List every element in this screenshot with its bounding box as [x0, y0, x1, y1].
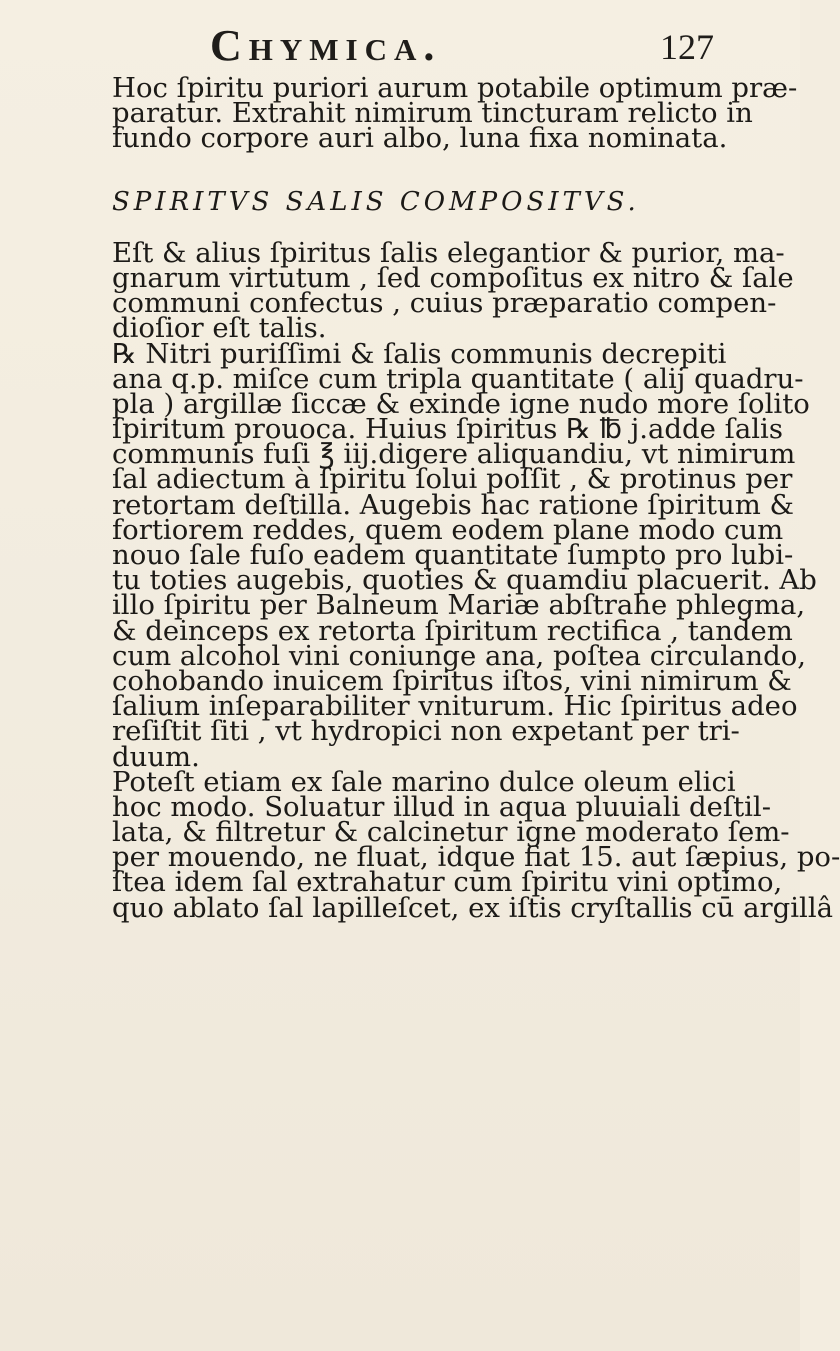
text-line: ana q.p. miſce cum tripla quantitate ( alij quadru-: [112, 362, 804, 395]
text-line: communi confectus , cuius præparatio compen-: [112, 287, 777, 320]
text-line: nouo ſale fuſo eadem quantitate ſumpto pro lubi-: [112, 539, 794, 571]
text-line: cum alcohol vini coniunge ana, poſtea circulando,: [112, 639, 807, 672]
running-title: Chymica.: [210, 21, 442, 70]
text-line: per mouendo, ne fluat, idque fiat 15. aut ſæpius, po-: [112, 841, 840, 874]
text-line: dioſior eſt talis.: [112, 312, 327, 345]
text-line: fortiorem reddes, quem eodem plane modo cum: [112, 513, 784, 546]
text-line: cohobando inuicem ſpiritus iſtos, vini nimirum &: [112, 664, 792, 697]
text-line: Hoc ſpiritu puriori aurum potabile optimum præ-: [112, 72, 798, 104]
text-line: ſtea idem ſal extrahatur cum ſpiritu vini optimo,: [112, 866, 783, 899]
text-line: fundo corpore auri albo, luna fixa nominata.: [112, 122, 728, 155]
section-heading: SPIRITVS SALIS COMPOSITVS.: [112, 186, 640, 217]
text-line: lata, & filtretur & calcinetur igne moderato ſem-: [112, 816, 790, 849]
text-line: tu toties augebis, quoties & quamdiu placuerit. Ab: [112, 564, 817, 597]
text-line: & deinceps ex retorta ſpiritum rectifica , tandem: [112, 614, 793, 647]
text-line: hoc modo. Soluatur illud in aqua pluuiali deſtil-: [112, 790, 772, 823]
text-line: ℞ Nitri puriſſimi & ſalis communis decrepiti: [112, 337, 727, 370]
text-line: quo ablato ſal lapilleſcet, ex iſtis cryſtallis cū argillâ: [112, 891, 834, 924]
text-line: ſal adiectum à ſpiritu ſolui poſſit , & protinus per: [112, 463, 793, 496]
text-line: Eſt & alius ſpiritus ſalis elegantior & purior, ma-: [112, 236, 785, 269]
text-line: ſalium inſeparabiliter vniturum. Hic ſpiritus adeo: [112, 690, 798, 723]
page-number: 127: [660, 27, 714, 67]
page-header: [0, 14, 800, 74]
text-line: communis fuſi ℥ iij.digere aliquandiu, vt nimirum: [112, 438, 796, 471]
text-line: duum.: [112, 740, 200, 773]
text-line: paratur. Extrahit nimirum tincturam relicto in: [112, 97, 753, 130]
text-line: Poteſt etiam ex ſale marino dulce oleum elici: [112, 765, 736, 798]
text-line: reſiſtit ſiti , vt hydropici non expetant per tri-: [112, 715, 740, 748]
text-line: retortam deſtilla. Augebis hac ratione ſpiritum &: [112, 488, 795, 521]
text-line: pla ) argillæ ſiccæ & exinde igne nudo more ſolito: [112, 387, 810, 420]
text-line: illo ſpiritu per Balneum Mariæ abſtrahe phlegma,: [112, 589, 806, 622]
text-block: [112, 72, 840, 924]
text-line: gnarum virtutum , ſed compoſitus ex nitro & ſale: [112, 261, 794, 294]
text-line: ſpiritum prouoca. Huius ſpiritus ℞ ℔ j.adde ſalis: [112, 413, 783, 446]
